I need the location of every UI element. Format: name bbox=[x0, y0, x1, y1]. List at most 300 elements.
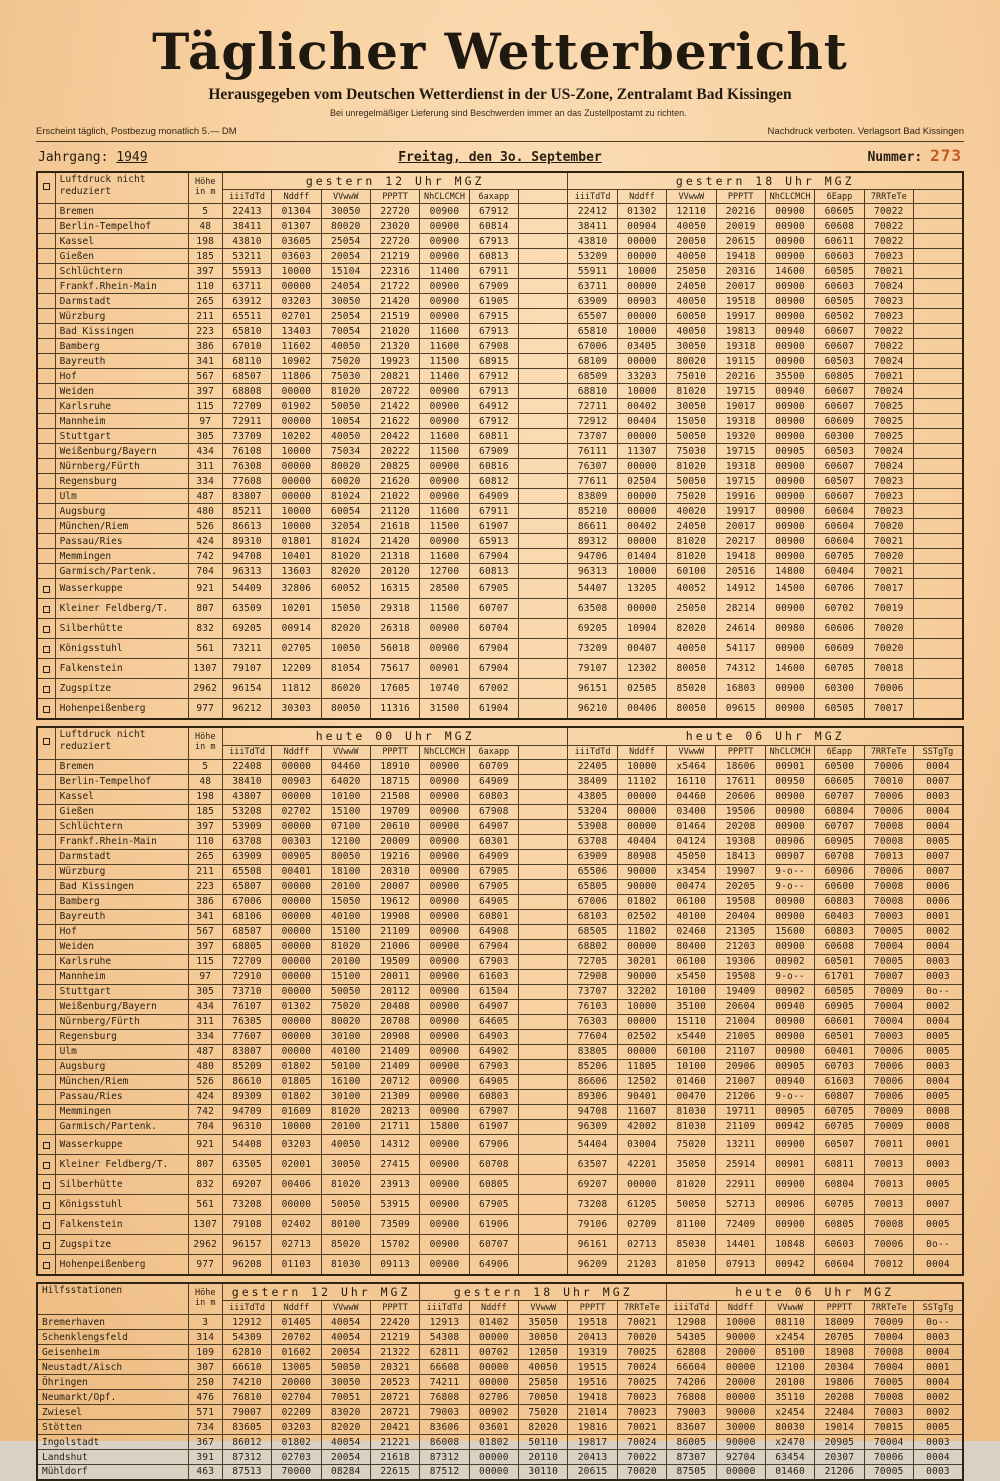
value-cell: 30050 bbox=[667, 339, 716, 354]
checkbox-icon bbox=[43, 626, 50, 633]
value-cell: 70020 bbox=[864, 549, 913, 564]
value-cell: 11500 bbox=[420, 599, 469, 619]
height-cell: 110 bbox=[188, 834, 222, 849]
checkbox-cell bbox=[37, 1194, 55, 1214]
value-cell: 60603 bbox=[815, 279, 864, 294]
value-cell: 73509 bbox=[370, 1214, 419, 1234]
station-name-cell: Garmisch/Partenk. bbox=[55, 564, 188, 579]
checkbox-cell bbox=[37, 834, 55, 849]
station-name-cell: Öhringen bbox=[37, 1375, 188, 1390]
height-cell: 185 bbox=[188, 249, 222, 264]
value-cell: 00000 bbox=[272, 939, 321, 954]
table-row bbox=[37, 1420, 963, 1435]
value-cell: 76303 bbox=[568, 1014, 617, 1029]
value-cell: 11307 bbox=[617, 444, 666, 459]
value-cell: 40050 bbox=[667, 219, 716, 234]
value-cell: 21022 bbox=[370, 489, 419, 504]
value-cell: 68110 bbox=[222, 354, 271, 369]
column-header: SSTgTg bbox=[913, 1301, 963, 1315]
value-cell: 67002 bbox=[469, 679, 518, 699]
spacer-cell bbox=[519, 1044, 568, 1059]
table-row bbox=[37, 504, 963, 519]
value-cell: 20205 bbox=[716, 879, 765, 894]
value-cell: 89306 bbox=[568, 1089, 617, 1104]
value-cell: 60601 bbox=[815, 1014, 864, 1029]
station-name-cell: Ulm bbox=[55, 489, 188, 504]
value-cell: 00900 bbox=[765, 249, 814, 264]
value-cell: 80050 bbox=[667, 699, 716, 720]
value-cell: 64902 bbox=[469, 1044, 518, 1059]
page-title: Täglicher Wetterbericht bbox=[152, 22, 848, 81]
value-cell: 87312 bbox=[222, 1450, 271, 1465]
value-cell: 73707 bbox=[568, 984, 617, 999]
value-cell: 18715 bbox=[370, 774, 419, 789]
value-cell: 00303 bbox=[272, 834, 321, 849]
value-cell: 22412 bbox=[568, 204, 617, 219]
value-cell: 19709 bbox=[370, 804, 419, 819]
value-cell: 22911 bbox=[716, 1174, 765, 1194]
value-cell: 20708 bbox=[370, 1014, 419, 1029]
value-cell: 54305 bbox=[667, 1330, 716, 1345]
value-cell: 83607 bbox=[667, 1420, 716, 1435]
spacer-cell bbox=[519, 459, 568, 474]
spacer-cell bbox=[913, 619, 963, 639]
value-cell: 40050 bbox=[667, 639, 716, 659]
value-cell: 17611 bbox=[716, 774, 765, 789]
value-cell: 00000 bbox=[272, 954, 321, 969]
value-cell: 0002 bbox=[913, 1405, 963, 1420]
value-cell: 72709 bbox=[222, 954, 271, 969]
value-cell: 65511 bbox=[222, 309, 271, 324]
value-cell: 60611 bbox=[815, 234, 864, 249]
value-cell: 00900 bbox=[420, 789, 469, 804]
table-row bbox=[37, 834, 963, 849]
checkbox-cell bbox=[37, 659, 55, 679]
table-row bbox=[37, 1029, 963, 1044]
value-cell: 61905 bbox=[469, 294, 518, 309]
value-cell: 86012 bbox=[222, 1435, 271, 1450]
value-cell: 0006 bbox=[913, 879, 963, 894]
value-cell: 68808 bbox=[222, 384, 271, 399]
spacer-cell bbox=[519, 504, 568, 519]
value-cell: 60607 bbox=[815, 324, 864, 339]
height-cell: 977 bbox=[188, 1254, 222, 1275]
value-cell: 23913 bbox=[370, 1174, 419, 1194]
value-cell: 60502 bbox=[815, 309, 864, 324]
value-cell: 70022 bbox=[864, 339, 913, 354]
value-cell: 11607 bbox=[617, 1104, 666, 1119]
column-header: 6Eapp bbox=[815, 190, 864, 204]
spacer-cell bbox=[519, 369, 568, 384]
value-cell: 70021 bbox=[617, 1315, 666, 1330]
value-cell: 0004 bbox=[913, 1014, 963, 1029]
value-cell: 60603 bbox=[815, 1234, 864, 1254]
table-row bbox=[37, 969, 963, 984]
value-cell: 19508 bbox=[716, 969, 765, 984]
value-cell: 18606 bbox=[716, 759, 765, 774]
spacer-cell bbox=[519, 639, 568, 659]
height-cell: 476 bbox=[188, 1390, 222, 1405]
value-cell: 20712 bbox=[370, 1074, 419, 1089]
value-cell: 80050 bbox=[667, 659, 716, 679]
checkbox-column-header bbox=[37, 172, 55, 204]
value-cell: 02502 bbox=[617, 1029, 666, 1044]
publication-right-note: Nachdruck verboten. Verlagsort Bad Kissingen bbox=[767, 125, 964, 137]
value-cell: 77607 bbox=[222, 1029, 271, 1044]
value-cell: 21006 bbox=[370, 939, 419, 954]
value-cell: 00900 bbox=[765, 1044, 814, 1059]
value-cell: 01802 bbox=[272, 1089, 321, 1104]
station-name-cell: Darmstadt bbox=[55, 294, 188, 309]
height-cell: 1307 bbox=[188, 659, 222, 679]
value-cell: 00900 bbox=[420, 924, 469, 939]
table-row bbox=[37, 579, 963, 599]
value-cell: 68106 bbox=[222, 909, 271, 924]
value-cell: 73710 bbox=[222, 984, 271, 999]
value-cell: 90000 bbox=[617, 879, 666, 894]
height-cell: 434 bbox=[188, 999, 222, 1014]
value-cell: 06100 bbox=[667, 894, 716, 909]
header-row-groups bbox=[37, 727, 963, 745]
value-cell: 30050 bbox=[321, 204, 370, 219]
value-cell: 70006 bbox=[864, 789, 913, 804]
value-cell: 50100 bbox=[321, 1059, 370, 1074]
value-cell: 67903 bbox=[469, 954, 518, 969]
value-cell: 21219 bbox=[370, 249, 419, 264]
checkbox-icon bbox=[43, 1222, 50, 1229]
value-cell: 63505 bbox=[222, 1154, 271, 1174]
value-cell: 10000 bbox=[617, 324, 666, 339]
checkbox-cell bbox=[37, 1234, 55, 1254]
station-name-cell: Bamberg bbox=[55, 339, 188, 354]
table-row bbox=[37, 659, 963, 679]
value-cell: 00900 bbox=[420, 1044, 469, 1059]
group-title: heute 06 Uhr MGZ bbox=[667, 1283, 963, 1301]
value-cell: 02209 bbox=[272, 1405, 321, 1420]
value-cell: 20321 bbox=[370, 1360, 419, 1375]
value-cell: 00914 bbox=[272, 619, 321, 639]
value-cell: 81020 bbox=[321, 384, 370, 399]
value-cell: 85210 bbox=[568, 504, 617, 519]
value-cell: 83020 bbox=[321, 1405, 370, 1420]
value-cell: 73211 bbox=[222, 639, 271, 659]
value-cell: 30050 bbox=[321, 294, 370, 309]
spacer-cell bbox=[519, 659, 568, 679]
checkbox-cell bbox=[37, 774, 55, 789]
value-cell: 60606 bbox=[815, 619, 864, 639]
station-name-cell: Karlsruhe bbox=[55, 954, 188, 969]
value-cell: 0001 bbox=[913, 1134, 963, 1154]
value-cell: 42201 bbox=[617, 1154, 666, 1174]
value-cell: 22408 bbox=[222, 759, 271, 774]
value-cell: 00900 bbox=[420, 984, 469, 999]
value-cell: 53211 bbox=[222, 249, 271, 264]
value-cell: 9-o-- bbox=[765, 1089, 814, 1104]
value-cell: 10100 bbox=[667, 1059, 716, 1074]
table-row bbox=[37, 909, 963, 924]
value-cell: 86610 bbox=[222, 1074, 271, 1089]
value-cell: 54308 bbox=[420, 1330, 469, 1345]
nummer-label: Nummer: bbox=[867, 149, 923, 165]
station-name-cell: Hohenpeißenberg bbox=[55, 699, 188, 720]
value-cell: 13005 bbox=[272, 1360, 321, 1375]
value-cell: 00906 bbox=[765, 834, 814, 849]
station-name-cell: Regensburg bbox=[55, 474, 188, 489]
value-cell: 21620 bbox=[370, 474, 419, 489]
value-cell: 50050 bbox=[321, 984, 370, 999]
table-row bbox=[37, 804, 963, 819]
station-name-cell: Geisenheim bbox=[37, 1345, 188, 1360]
value-cell: 00000 bbox=[617, 819, 666, 834]
value-cell: 67904 bbox=[469, 659, 518, 679]
value-cell: 55911 bbox=[568, 264, 617, 279]
spacer-cell bbox=[519, 399, 568, 414]
value-cell: 61906 bbox=[469, 1214, 518, 1234]
value-cell: 38411 bbox=[222, 219, 271, 234]
value-cell: 01801 bbox=[272, 534, 321, 549]
value-cell: 0004 bbox=[913, 1450, 963, 1465]
value-cell: 70004 bbox=[864, 1360, 913, 1375]
value-cell: 70011 bbox=[864, 1134, 913, 1154]
value-cell: 50050 bbox=[321, 1360, 370, 1375]
value-cell: 70023 bbox=[617, 1390, 666, 1405]
value-cell: 0003 bbox=[913, 1154, 963, 1174]
table-row bbox=[37, 324, 963, 339]
station-name-cell: Karlsruhe bbox=[55, 399, 188, 414]
station-name-cell: Gießen bbox=[55, 804, 188, 819]
value-cell: 19506 bbox=[716, 804, 765, 819]
height-cell: 742 bbox=[188, 1104, 222, 1119]
value-cell: 52713 bbox=[716, 1194, 765, 1214]
value-cell: 63708 bbox=[222, 834, 271, 849]
value-cell: 77604 bbox=[568, 1029, 617, 1044]
checkbox-cell bbox=[37, 864, 55, 879]
value-cell: 67010 bbox=[222, 339, 271, 354]
table-row bbox=[37, 1254, 963, 1275]
value-cell: 74312 bbox=[716, 659, 765, 679]
column-header: PPPTT bbox=[716, 190, 765, 204]
checkbox-cell bbox=[37, 679, 55, 699]
value-cell: 11600 bbox=[420, 549, 469, 564]
value-cell: 70054 bbox=[321, 324, 370, 339]
value-cell: 60803 bbox=[815, 924, 864, 939]
value-cell: 11500 bbox=[420, 354, 469, 369]
value-cell: 67912 bbox=[469, 414, 518, 429]
table-row bbox=[37, 279, 963, 294]
value-cell: 76307 bbox=[568, 459, 617, 474]
jahrgang-label: Jahrgang: bbox=[38, 149, 109, 165]
spacer-cell bbox=[519, 1194, 568, 1214]
value-cell: 61504 bbox=[469, 984, 518, 999]
value-cell: 00401 bbox=[272, 864, 321, 879]
value-cell: 23020 bbox=[370, 219, 419, 234]
value-cell: 38411 bbox=[568, 219, 617, 234]
value-cell: 86606 bbox=[568, 1074, 617, 1089]
spacer-cell bbox=[519, 939, 568, 954]
value-cell: 76308 bbox=[222, 459, 271, 474]
value-cell: 0007 bbox=[913, 1194, 963, 1214]
value-cell: 10000 bbox=[716, 1315, 765, 1330]
value-cell: 00900 bbox=[765, 294, 814, 309]
value-cell: 00900 bbox=[765, 534, 814, 549]
value-cell: 00000 bbox=[617, 504, 666, 519]
value-cell: 70024 bbox=[864, 444, 913, 459]
station-name-cell: Mühldorf bbox=[37, 1465, 188, 1480]
value-cell: 25054 bbox=[321, 309, 370, 324]
value-cell: 00900 bbox=[765, 504, 814, 519]
value-cell: 60501 bbox=[815, 1029, 864, 1044]
value-cell: 00000 bbox=[272, 459, 321, 474]
checkbox-column-header bbox=[37, 727, 55, 759]
value-cell: 90000 bbox=[617, 969, 666, 984]
value-cell: 76305 bbox=[222, 1014, 271, 1029]
spacer-cell bbox=[519, 444, 568, 459]
value-cell: x5440 bbox=[667, 1029, 716, 1044]
checkbox-cell bbox=[37, 489, 55, 504]
value-cell: 20610 bbox=[370, 819, 419, 834]
value-cell: 60705 bbox=[815, 549, 864, 564]
value-cell: 40100 bbox=[667, 909, 716, 924]
value-cell: 67006 bbox=[222, 894, 271, 909]
checkbox-cell bbox=[37, 699, 55, 720]
height-cell: 704 bbox=[188, 1119, 222, 1134]
table-row bbox=[37, 1154, 963, 1174]
table-header bbox=[37, 172, 963, 204]
table-row bbox=[37, 219, 963, 234]
value-cell: 00000 bbox=[272, 474, 321, 489]
delivery-note: Bei unregelmäßiger Lieferung sind Beschwerden immer an das Zustellpostamt zu richten. bbox=[330, 107, 687, 118]
station-name-cell: Bayreuth bbox=[55, 354, 188, 369]
value-cell: 75020 bbox=[667, 489, 716, 504]
value-cell: 79107 bbox=[568, 659, 617, 679]
value-cell: 60707 bbox=[815, 789, 864, 804]
checkbox-cell bbox=[37, 549, 55, 564]
value-cell: 10000 bbox=[617, 564, 666, 579]
value-cell: 80020 bbox=[321, 219, 370, 234]
value-cell: 70006 bbox=[864, 1450, 913, 1465]
value-cell: 60401 bbox=[815, 1044, 864, 1059]
spacer-cell bbox=[913, 369, 963, 384]
value-cell: 60505 bbox=[815, 264, 864, 279]
checkbox-icon bbox=[43, 646, 50, 653]
table-row bbox=[37, 429, 963, 444]
value-cell: 70050 bbox=[519, 1390, 568, 1405]
value-cell: 21221 bbox=[370, 1435, 419, 1450]
spacer-cell bbox=[519, 834, 568, 849]
spacer-cell bbox=[519, 879, 568, 894]
value-cell: 03603 bbox=[272, 249, 321, 264]
value-cell: 0005 bbox=[913, 834, 963, 849]
value-cell: 00902 bbox=[765, 954, 814, 969]
value-cell: 60707 bbox=[469, 599, 518, 619]
value-cell: 60100 bbox=[667, 1044, 716, 1059]
checkbox-icon bbox=[43, 738, 50, 745]
value-cell: 00900 bbox=[420, 234, 469, 249]
station-name-cell: Schlüchtern bbox=[55, 819, 188, 834]
value-cell: 00406 bbox=[272, 1174, 321, 1194]
value-cell: 30100 bbox=[321, 1089, 370, 1104]
value-cell: 80400 bbox=[667, 939, 716, 954]
value-cell: 00000 bbox=[617, 234, 666, 249]
table-row bbox=[37, 1089, 963, 1104]
station-name-cell: Garmisch/Partenk. bbox=[55, 1119, 188, 1134]
value-cell: 0001 bbox=[913, 1360, 963, 1375]
value-cell: 81020 bbox=[321, 1174, 370, 1194]
value-cell: 21618 bbox=[370, 519, 419, 534]
value-cell: 20705 bbox=[815, 1330, 864, 1345]
value-cell: 00000 bbox=[617, 459, 666, 474]
value-cell: 00904 bbox=[617, 219, 666, 234]
value-cell: 01464 bbox=[667, 819, 716, 834]
value-cell: 13211 bbox=[716, 1134, 765, 1154]
value-cell: 60500 bbox=[815, 759, 864, 774]
value-cell: 19418 bbox=[568, 1390, 617, 1405]
value-cell: 81020 bbox=[321, 549, 370, 564]
spacer-cell bbox=[913, 549, 963, 564]
checkbox-cell bbox=[37, 429, 55, 444]
value-cell: 90000 bbox=[716, 1330, 765, 1345]
table-row bbox=[37, 564, 963, 579]
checkbox-cell bbox=[37, 324, 55, 339]
value-cell: 00900 bbox=[765, 414, 814, 429]
value-cell: 35500 bbox=[765, 369, 814, 384]
column-header: 7RRTeTe bbox=[864, 1301, 913, 1315]
value-cell: 76808 bbox=[667, 1390, 716, 1405]
table-row bbox=[37, 489, 963, 504]
value-cell: 65506 bbox=[568, 864, 617, 879]
height-cell: 386 bbox=[188, 339, 222, 354]
value-cell: 96209 bbox=[568, 1254, 617, 1275]
value-cell: 87307 bbox=[667, 1450, 716, 1465]
value-cell: 64912 bbox=[469, 399, 518, 414]
value-cell: 81050 bbox=[667, 1254, 716, 1275]
value-cell: 63454 bbox=[765, 1450, 814, 1465]
value-cell: 87505 bbox=[667, 1465, 716, 1480]
station-name-cell: Augsburg bbox=[55, 1059, 188, 1074]
value-cell: 00000 bbox=[617, 534, 666, 549]
table-row bbox=[37, 619, 963, 639]
value-cell: 60811 bbox=[469, 429, 518, 444]
checkbox-cell bbox=[37, 984, 55, 999]
value-cell: 60705 bbox=[815, 1119, 864, 1134]
value-cell: 00900 bbox=[420, 834, 469, 849]
value-cell: 38410 bbox=[222, 774, 271, 789]
value-cell: 00900 bbox=[765, 804, 814, 819]
station-name-cell: Kleiner Feldberg/T. bbox=[55, 599, 188, 619]
value-cell: 70003 bbox=[864, 1029, 913, 1044]
value-cell: 20905 bbox=[815, 1435, 864, 1450]
value-cell: 86005 bbox=[667, 1435, 716, 1450]
value-cell: 80020 bbox=[321, 459, 370, 474]
table-row bbox=[37, 384, 963, 399]
value-cell: 63507 bbox=[568, 1154, 617, 1174]
value-cell: 21322 bbox=[370, 1345, 419, 1360]
spacer-cell bbox=[519, 264, 568, 279]
value-cell: 60607 bbox=[815, 384, 864, 399]
value-cell: 90401 bbox=[617, 1089, 666, 1104]
value-cell: 19907 bbox=[716, 864, 765, 879]
value-cell: 03203 bbox=[272, 1420, 321, 1435]
value-cell: 00000 bbox=[469, 1330, 518, 1345]
column-header: Nddff bbox=[469, 1301, 518, 1315]
checkbox-cell bbox=[37, 354, 55, 369]
value-cell: 12050 bbox=[519, 1345, 568, 1360]
value-cell: 80050 bbox=[321, 849, 370, 864]
value-cell: 70013 bbox=[864, 1194, 913, 1214]
value-cell: 20000 bbox=[716, 1345, 765, 1360]
value-cell: 9-o-- bbox=[765, 969, 814, 984]
value-cell: 73707 bbox=[568, 429, 617, 444]
